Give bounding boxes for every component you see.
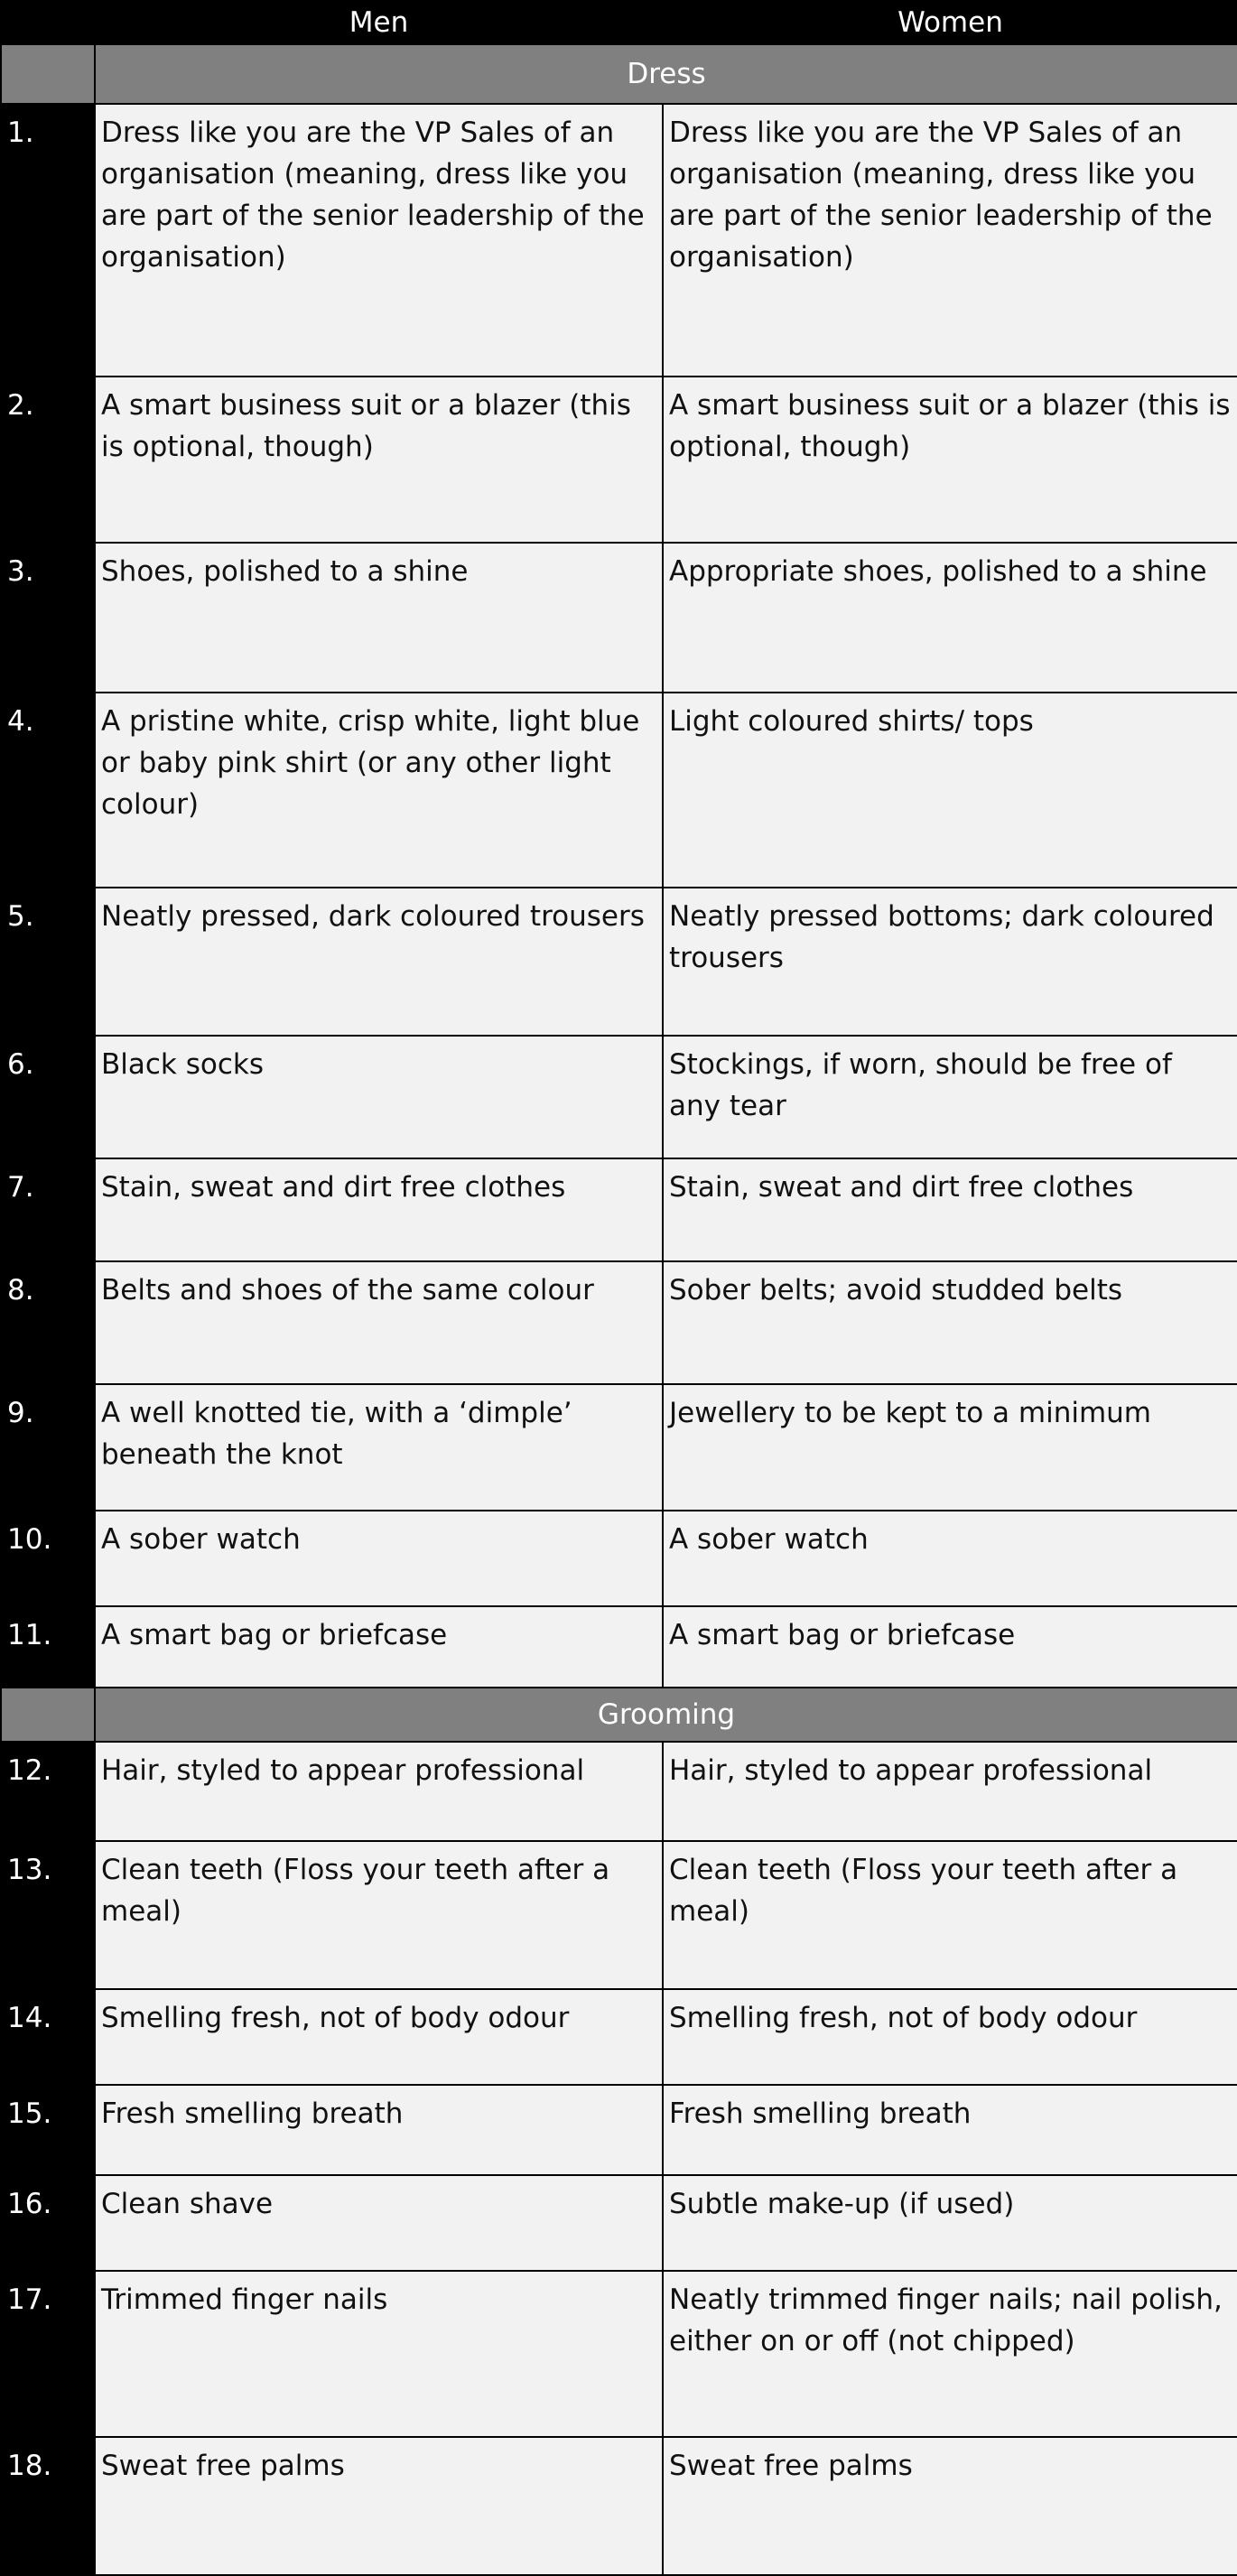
row-number: 7. — [1, 1158, 95, 1261]
row-number: 13. — [1, 1841, 95, 1989]
row-number: 15. — [1, 2085, 95, 2175]
table-row — [1, 1606, 1237, 1688]
men-cell: Smelling fresh, not of body odour — [95, 1989, 663, 2085]
table-row — [1, 1261, 1237, 1384]
row-number: 12. — [1, 1742, 95, 1841]
table-row — [1, 1384, 1237, 1511]
row-number: 4. — [1, 693, 95, 888]
row-number: 3. — [1, 543, 95, 693]
table-row — [1, 2085, 1237, 2175]
women-cell: Stain, sweat and dirt free clothes — [663, 1158, 1237, 1261]
header-women: Women — [663, 1, 1237, 44]
section-title-grooming: Grooming — [95, 1688, 1237, 1742]
women-cell: Stockings, if worn, should be free of any tear — [663, 1036, 1237, 1158]
row-number: 2. — [1, 377, 95, 543]
header-men: Men — [95, 1, 663, 44]
men-cell: Clean teeth (Floss your teeth after a meal) — [95, 1841, 663, 1989]
row-number: 10. — [1, 1511, 95, 1606]
table-row — [1, 888, 1237, 1036]
men-cell: Clean shave — [95, 2175, 663, 2271]
table-row — [1, 1511, 1237, 1606]
men-cell: Trimmed finger nails — [95, 2271, 663, 2437]
header-row — [1, 1, 1237, 44]
row-number: 18. — [1, 2437, 95, 2575]
women-cell: Jewellery to be kept to a minimum — [663, 1384, 1237, 1511]
women-cell: Subtle make-up (if used) — [663, 2175, 1237, 2271]
table-row — [1, 693, 1237, 888]
women-cell: Neatly pressed bottoms; dark coloured trousers — [663, 888, 1237, 1036]
section-row-grooming — [1, 1688, 1237, 1742]
table-row — [1, 1841, 1237, 1989]
women-cell: Sweat free palms — [663, 2437, 1237, 2575]
women-cell: Neatly trimmed finger nails; nail polish, either on or off (not chipped) — [663, 2271, 1237, 2437]
men-cell: Hair, styled to appear professional — [95, 1742, 663, 1841]
row-number: 8. — [1, 1261, 95, 1384]
header-number-cell — [1, 1, 95, 44]
women-cell: Smelling fresh, not of body odour — [663, 1989, 1237, 2085]
women-cell: Dress like you are the VP Sales of an organisation (meaning, dress like you are part of the senior leadership of the organisation) — [663, 104, 1237, 377]
table-row — [1, 1742, 1237, 1841]
row-number: 1. — [1, 104, 95, 377]
table-row — [1, 104, 1237, 377]
men-cell: Black socks — [95, 1036, 663, 1158]
women-cell: Clean teeth (Floss your teeth after a meal) — [663, 1841, 1237, 1989]
men-cell: A pristine white, crisp white, light blue or baby pink shirt (or any other light colour) — [95, 693, 663, 888]
women-cell: Appropriate shoes, polished to a shine — [663, 543, 1237, 693]
women-cell: Hair, styled to appear professional — [663, 1742, 1237, 1841]
men-cell: A smart bag or briefcase — [95, 1606, 663, 1688]
table-row — [1, 1989, 1237, 2085]
row-number: 6. — [1, 1036, 95, 1158]
men-cell: Belts and shoes of the same colour — [95, 1261, 663, 1384]
table-row — [1, 377, 1237, 543]
men-cell: A sober watch — [95, 1511, 663, 1606]
men-cell: Shoes, polished to a shine — [95, 543, 663, 693]
row-number: 14. — [1, 1989, 95, 2085]
table-row — [1, 543, 1237, 693]
table-row — [1, 2437, 1237, 2575]
row-number: 9. — [1, 1384, 95, 1511]
women-cell: Fresh smelling breath — [663, 2085, 1237, 2175]
row-number: 5. — [1, 888, 95, 1036]
table-row — [1, 1036, 1237, 1158]
women-cell: Light coloured shirts/ tops — [663, 693, 1237, 888]
men-cell: Stain, sweat and dirt free clothes — [95, 1158, 663, 1261]
women-cell: A smart business suit or a blazer (this is optional, though) — [663, 377, 1237, 543]
women-cell: Sober belts; avoid studded belts — [663, 1261, 1237, 1384]
men-cell: Dress like you are the VP Sales of an organisation (meaning, dress like you are part of the senior leadership of the organisation) — [95, 104, 663, 377]
section-number-cell — [1, 1688, 95, 1742]
table-row — [1, 2175, 1237, 2271]
men-cell: A smart business suit or a blazer (this is optional, though) — [95, 377, 663, 543]
section-number-cell — [1, 44, 95, 104]
men-cell: Sweat free palms — [95, 2437, 663, 2575]
section-row-dress — [1, 44, 1237, 104]
table-row — [1, 1158, 1237, 1261]
section-title-dress: Dress — [95, 44, 1237, 104]
row-number: 16. — [1, 2175, 95, 2271]
men-cell: Fresh smelling breath — [95, 2085, 663, 2175]
women-cell: A smart bag or briefcase — [663, 1606, 1237, 1688]
row-number: 11. — [1, 1606, 95, 1688]
table-row — [1, 2271, 1237, 2437]
men-cell: Neatly pressed, dark coloured trousers — [95, 888, 663, 1036]
men-cell: A well knotted tie, with a ‘dimple’ beneath the knot — [95, 1384, 663, 1511]
women-cell: A sober watch — [663, 1511, 1237, 1606]
row-number: 17. — [1, 2271, 95, 2437]
